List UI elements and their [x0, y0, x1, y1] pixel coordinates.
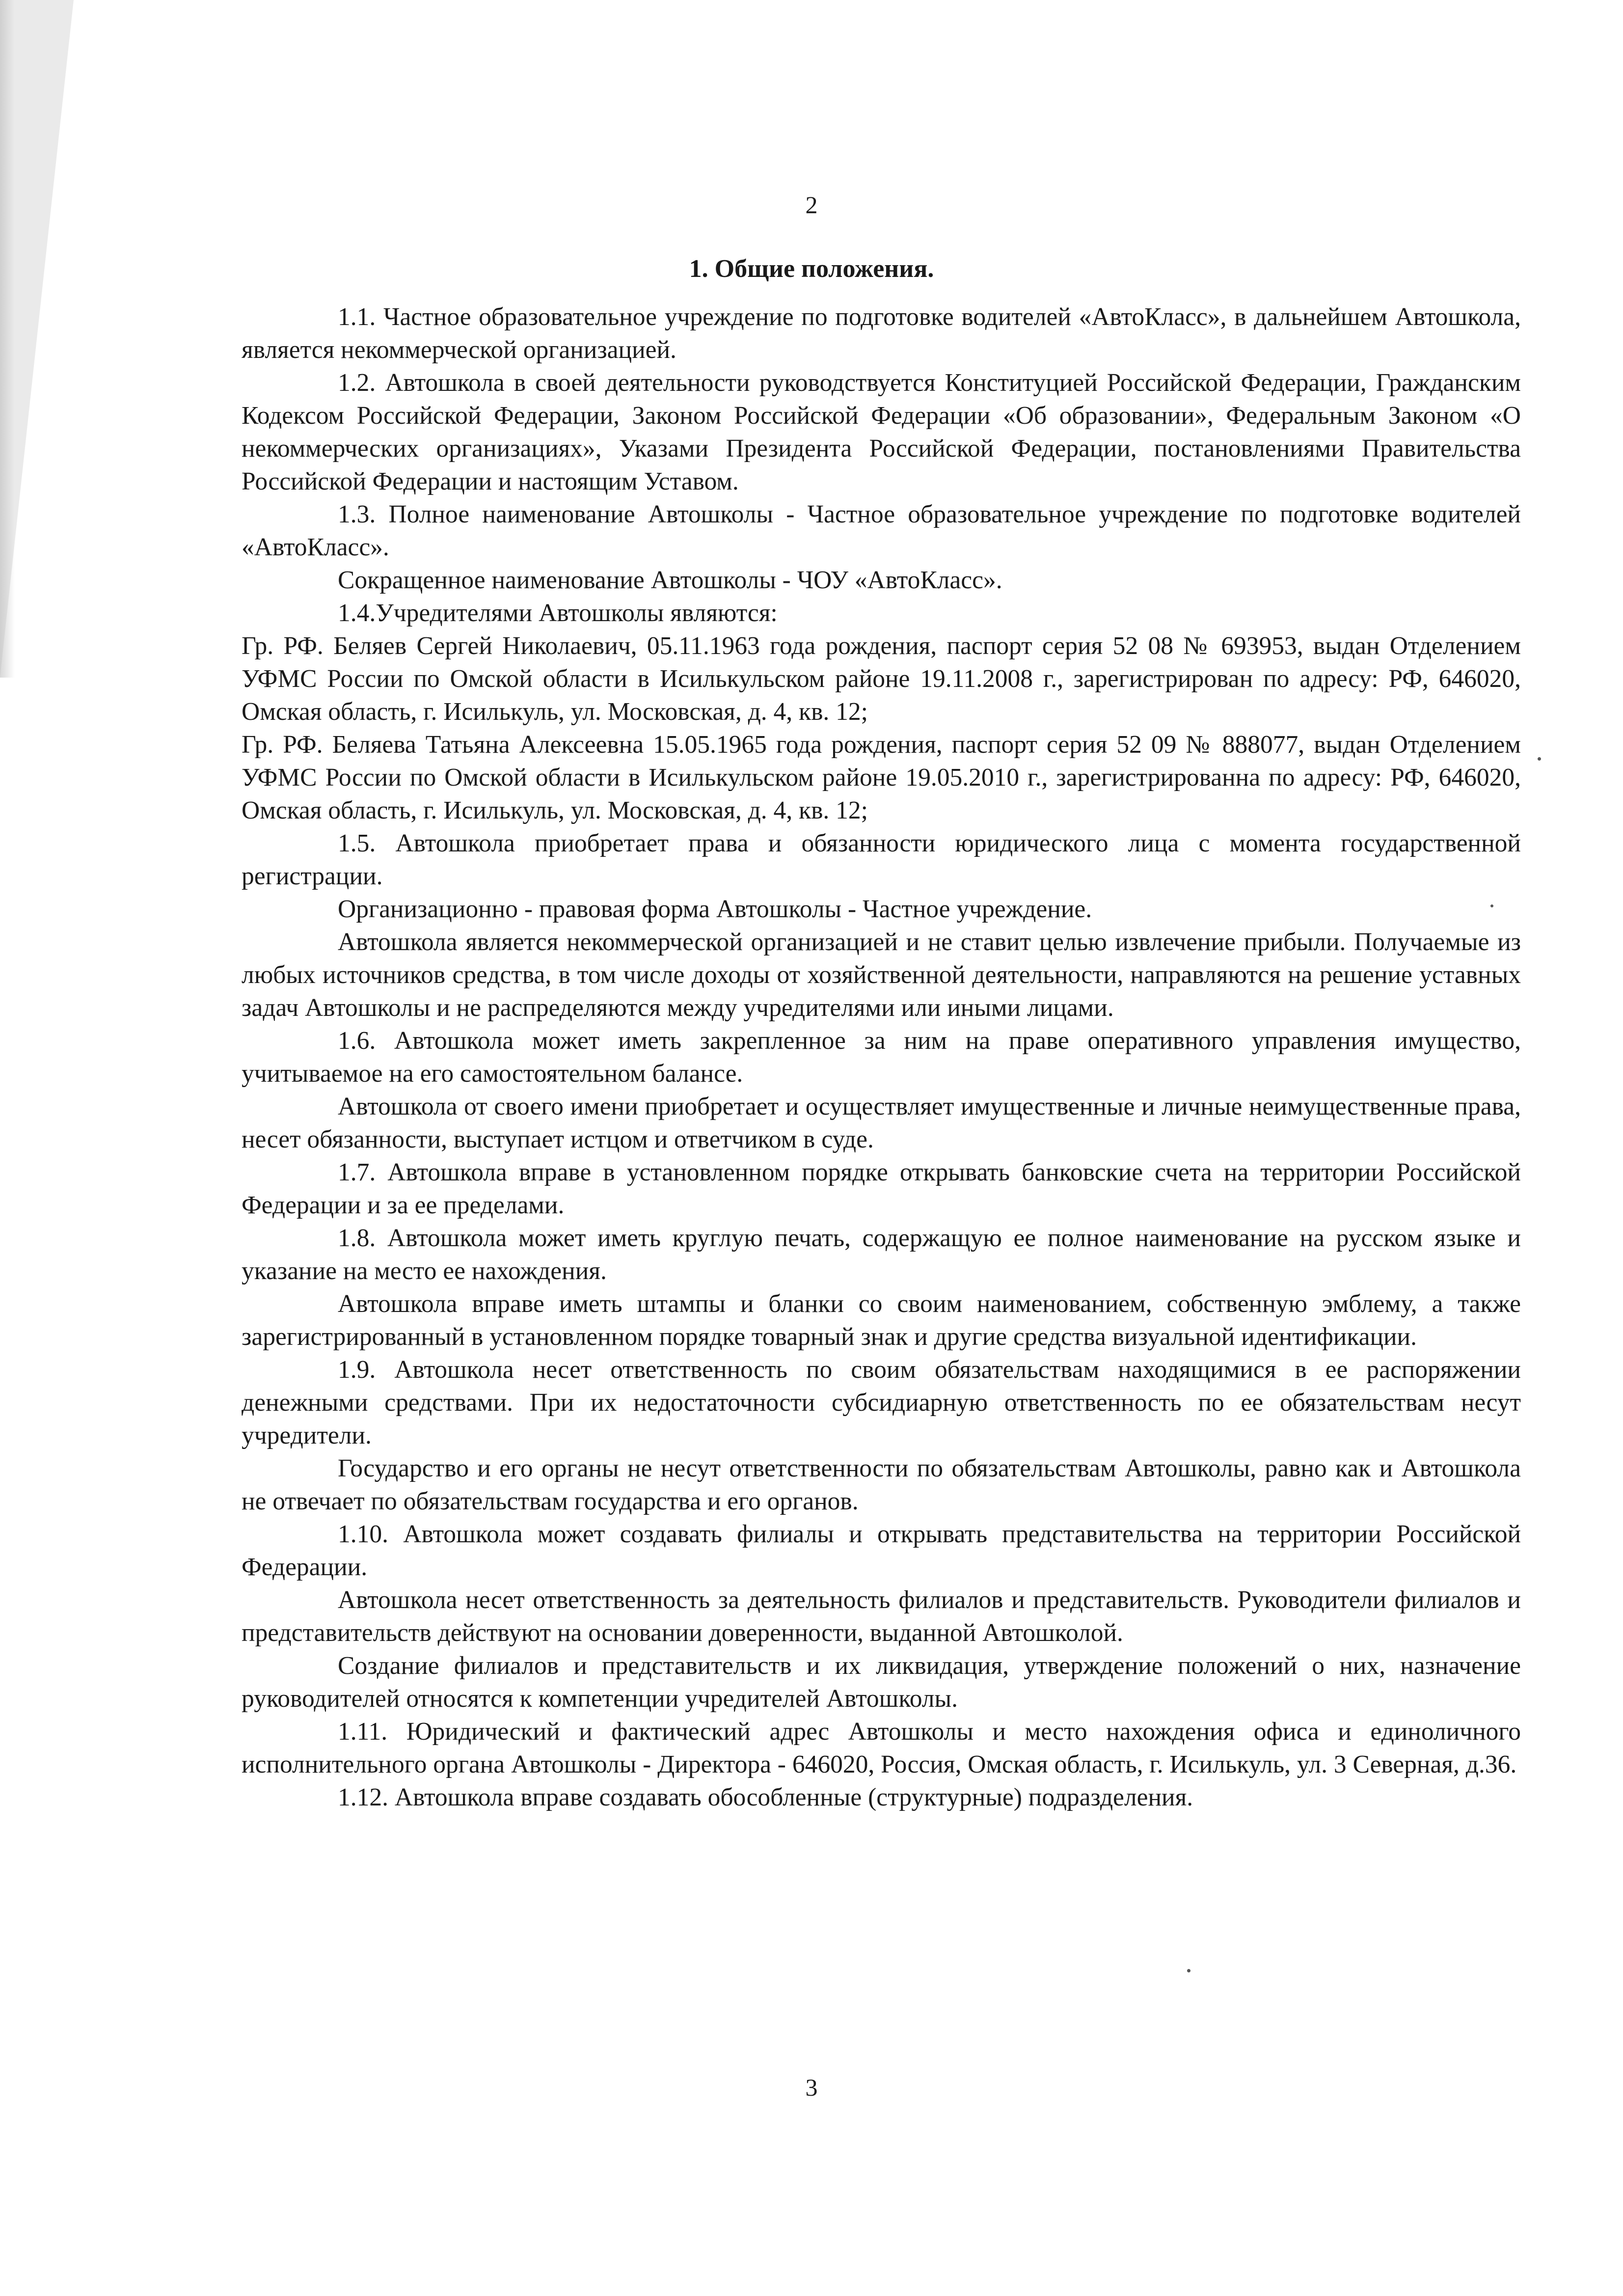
paragraph: 1.12. Автошкола вправе создавать обособленные (структурные) подразделения.: [338, 1783, 1193, 1811]
paragraph: 1.8. Автошкола может иметь круглую печать, содержащую ее полное наименование на русском языке и указание на место ее нахождения.: [242, 1224, 1521, 1285]
paragraph: 1.9. Автошкола несет ответственность по своим обязательствам находящимися в ее распоряжении денежными средствами. При их недостаточности субсидиарную ответственность по ее обязательствам несут учредители.: [242, 1356, 1521, 1449]
document-body: [242, 301, 1521, 1814]
paragraph: Гр. РФ. Беляев Сергей Николаевич, 05.11.1963 года рождения, паспорт серия 52 08 № 693953, выдан Отделением УФМС России по Омской области в Исилькульском районе 19.11.2008 г., зарегистрирован по адресу: РФ, 646020, Омская область, г. Исилькуль, ул. Московская, д. 4, кв. 12;: [242, 632, 1521, 726]
paragraph: 1.11. Юридический и фактический адрес Автошколы и место нахождения офиса и единоличного исполнительного органа Автошколы - Директора - 646020, Россия, Омская область, г. Исилькуль, ул. 3 Северная, д.36.: [242, 1718, 1521, 1778]
page-number-top: 2: [805, 191, 818, 219]
paragraph: Организационно - правовая форма Автошколы - Частное учреждение.: [338, 895, 1092, 923]
paragraph: 1.7. Автошкола вправе в установленном порядке открывать банковские счета на территории Российской Федерации и за ее пределами.: [242, 1158, 1521, 1219]
paragraph: 1.3. Полное наименование Автошколы - Частное образовательное учреждение по подготовке водителей «АвтоКласс».: [242, 500, 1521, 561]
scan-speck: [1490, 904, 1493, 907]
paragraph: Автошкола вправе иметь штампы и бланки со своим наименованием, собственную эмблему, а также зарегистрированный в установленном порядке товарный знак и другие средства визуальной идентификации.: [242, 1290, 1521, 1351]
paragraph: Государство и его органы не несут ответственности по обязательствам Автошколы, равно как и Автошкола не отвечает по обязательствам государства и его органов.: [242, 1454, 1521, 1515]
paragraph: Гр. РФ. Беляева Татьяна Алексеевна 15.05.1965 года рождения, паспорт серия 52 09 № 888077, выдан Отделением УФМС России по Омской области в Исилькульском районе 19.05.2010 г., зарегистрированна по адресу: РФ, 646020, Омская область, г. Исилькуль, ул. Московская, д. 4, кв. 12;: [242, 731, 1521, 824]
page-fold-edge: [0, 0, 15, 678]
paragraph: 1.4.Учредителями Автошколы являются:: [338, 599, 778, 627]
paragraph: 1.2. Автошкола в своей деятельности руководствуется Конституцией Российской Федерации, Гражданским Кодексом Российской Федерации, Законом Российской Федерации «Об образовании», Федеральным Законом «О некоммерческих организациях», Указами Президента Российской Федерации, постановлениями Правительства Российской Федерации и настоящим Уставом.: [242, 369, 1521, 495]
paragraph: 1.10. Автошкола может создавать филиалы и открывать представительства на территории Российской Федерации.: [242, 1520, 1521, 1581]
paragraph: 1.1. Частное образовательное учреждение по подготовке водителей «АвтоКласс», в дальнейшем Автошкола, является некоммерческой организацией.: [242, 303, 1521, 364]
paragraph: Создание филиалов и представительств и их ликвидация, утверждение положений о них, назначение руководителей относятся к компетенции учредителей Автошколы.: [242, 1652, 1521, 1713]
paragraph: Автошкола является некоммерческой организацией и не ставит целью извлечение прибыли. Получаемые из любых источников средства, в том числе доходы от хозяйственной деятельности, направляются на решение уставных задач Автошколы и не распределяются между учредителями или иными лицами.: [242, 928, 1521, 1022]
page-number-bottom: 3: [805, 2074, 818, 2101]
section-heading: 1. Общие положения.: [689, 255, 934, 283]
paragraph: Автошкола от своего имени приобретает и осуществляет имущественные и личные неимущественные права, несет обязанности, выступает истцом и ответчиком в суде.: [242, 1093, 1521, 1153]
paragraph: 1.5. Автошкола приобретает права и обязанности юридического лица с момента государственной регистрации.: [242, 829, 1521, 890]
scan-speck: [1187, 1969, 1190, 1972]
paragraph: 1.6. Автошкола может иметь закрепленное за ним на праве оперативного управления имущество, учитываемое на его самостоятельном балансе.: [242, 1027, 1521, 1088]
paragraph: Автошкола несет ответственность за деятельность филиалов и представительств. Руководители филиалов и представительств действуют на основании доверенности, выданной Автошколой.: [242, 1586, 1521, 1647]
scan-speck: [1538, 757, 1541, 761]
paragraph: Сокращенное наименование Автошколы - ЧОУ «АвтоКласс».: [338, 566, 1002, 594]
